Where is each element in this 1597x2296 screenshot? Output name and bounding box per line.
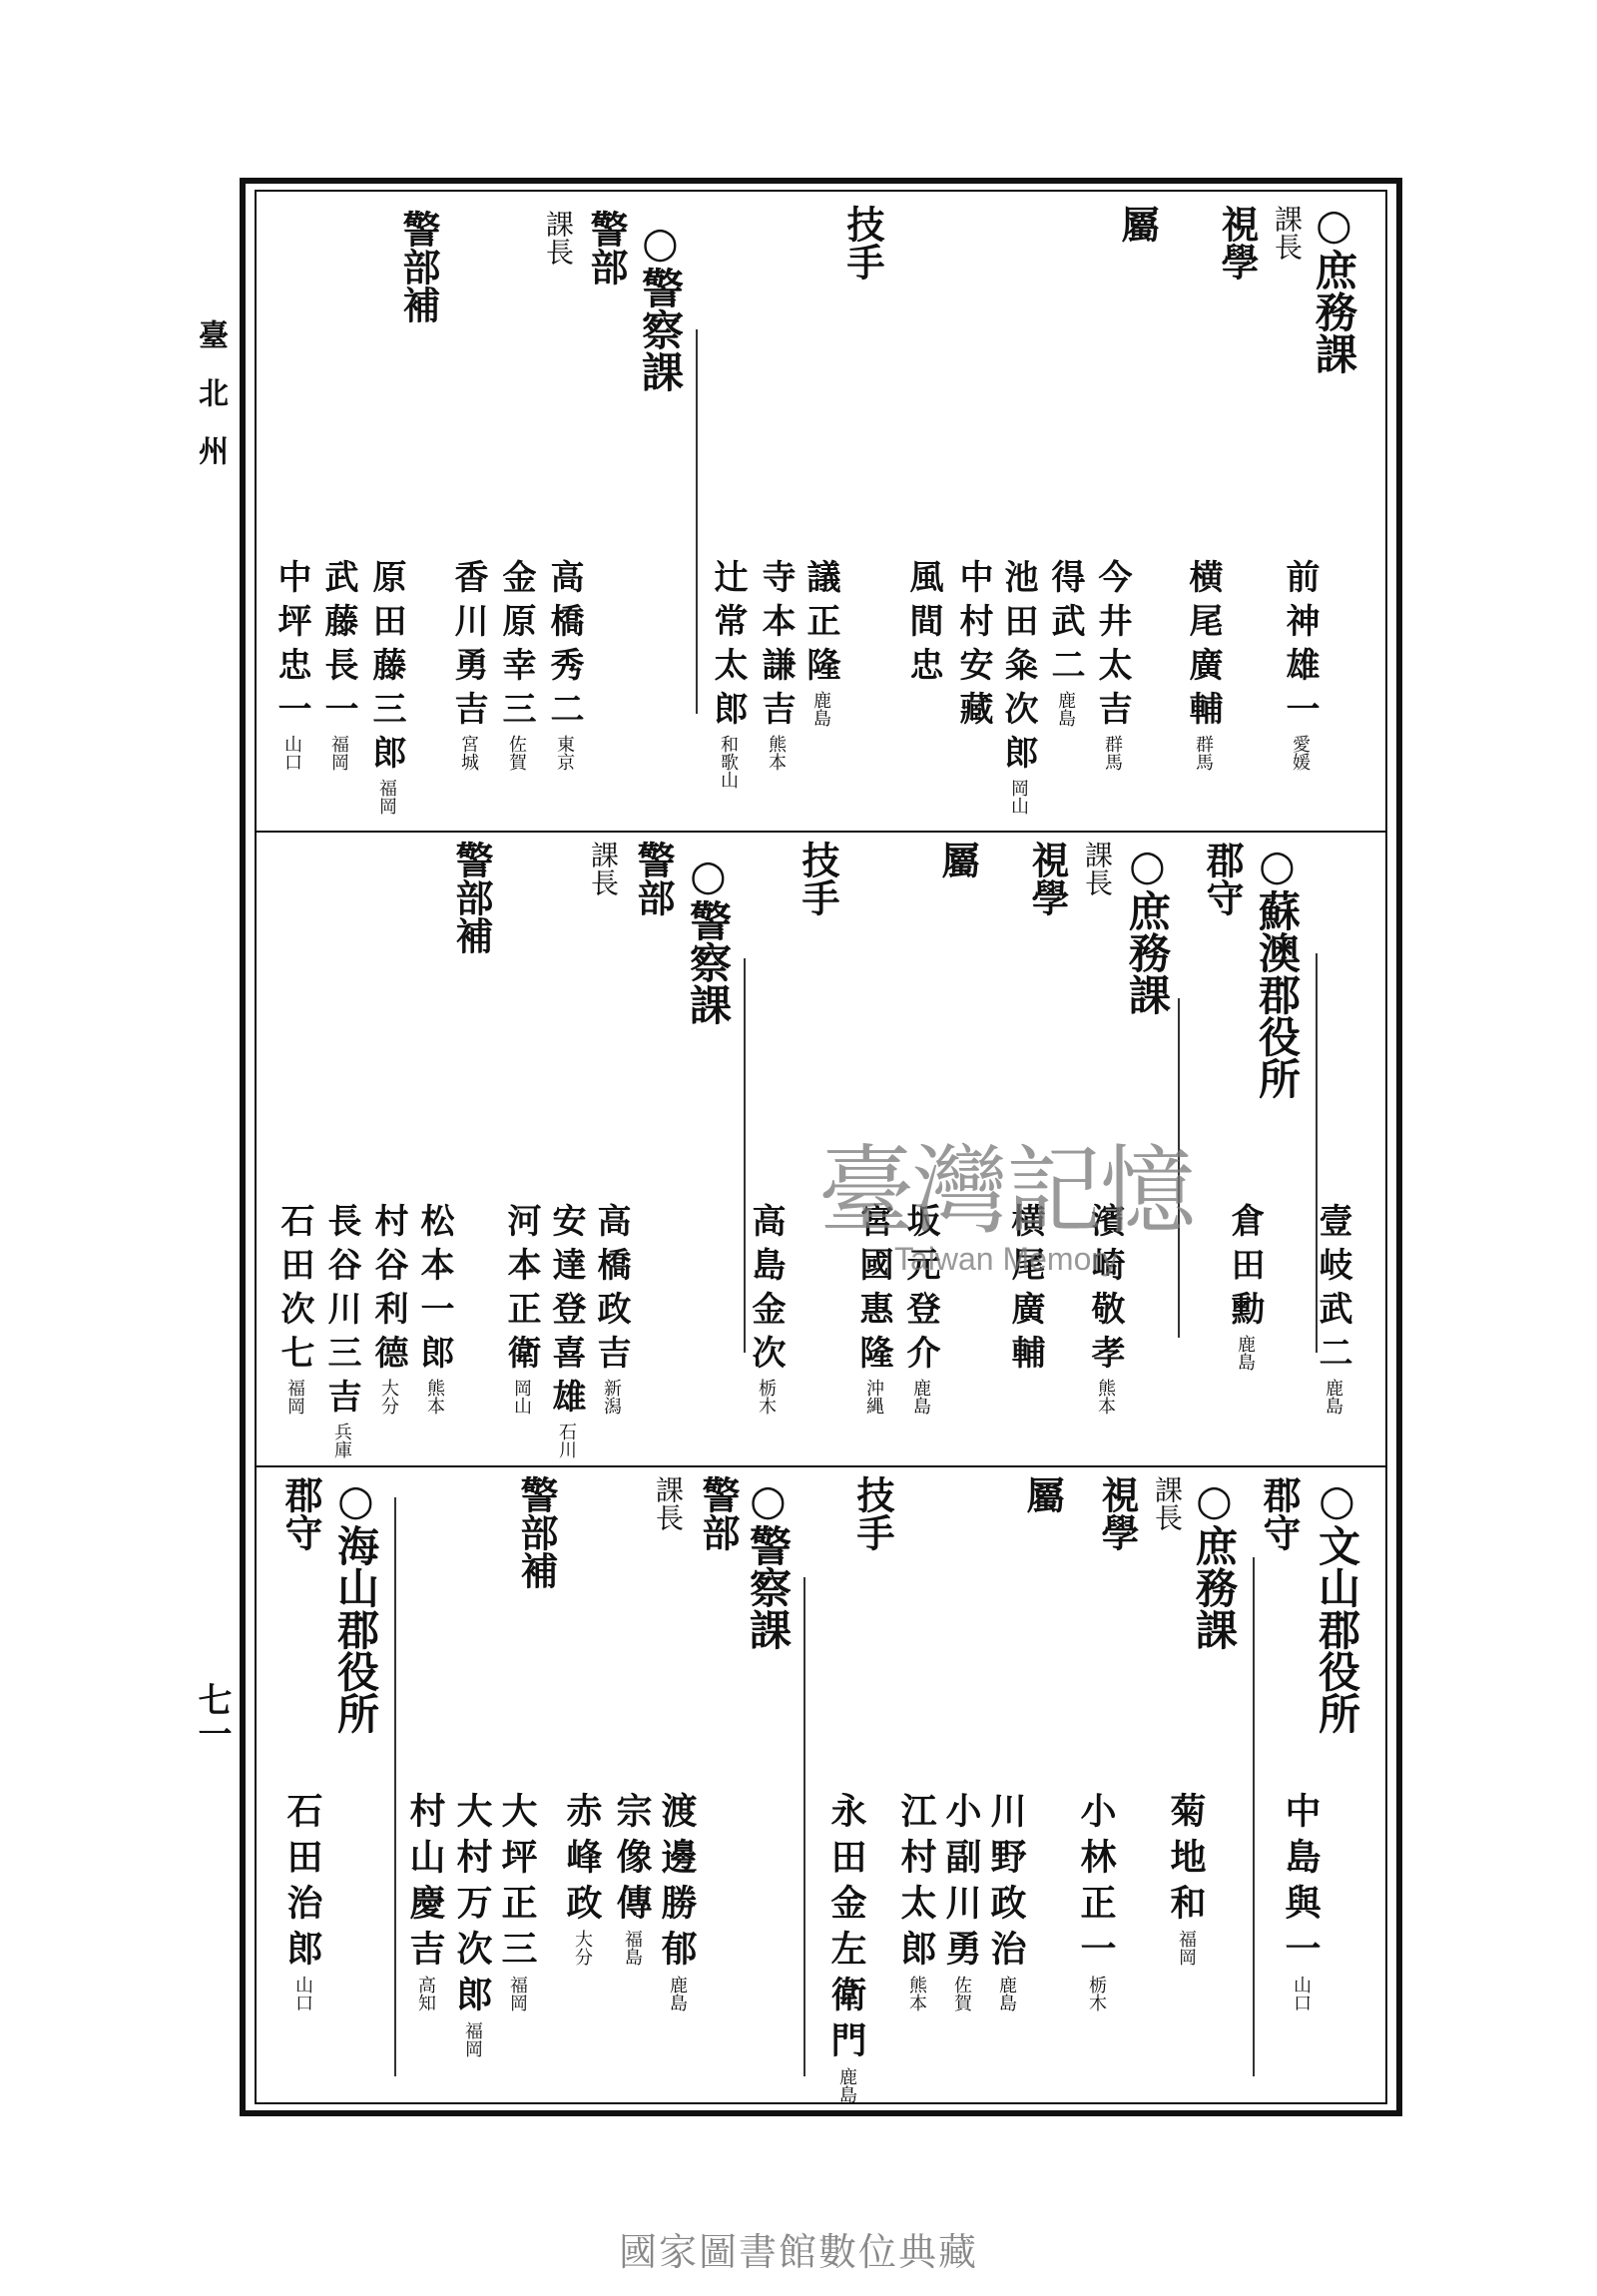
- staff-name: 原田藤三郎: [366, 559, 406, 779]
- staff-origin: 福岡: [376, 779, 397, 815]
- section2-kacho2-label: 課長: [587, 841, 620, 896]
- staff-entry: [1092, 559, 1132, 771]
- staff-name: 横尾廣輔: [1183, 559, 1223, 735]
- staff-origin: 山口: [281, 735, 302, 771]
- staff-name: 渡邊勝郁: [656, 1792, 698, 1976]
- section3-kacho2-label: 課長: [652, 1475, 685, 1531]
- staff-origin: 鹿島: [1323, 1379, 1343, 1415]
- running-title: 臺北州: [193, 319, 228, 493]
- staff-name: 石田治郎: [281, 1792, 323, 1976]
- staff-name: 長谷川三吉: [321, 1203, 361, 1423]
- staff-origin: 佐賀: [506, 735, 527, 771]
- staff-name: 安達登喜雄: [546, 1203, 586, 1423]
- staff-name: 武藤長一: [318, 559, 358, 735]
- staff-name: 小副川勇: [940, 1792, 982, 1976]
- section2-shomu-title: ○庶務課: [1123, 841, 1172, 1015]
- staff-entry: [366, 559, 406, 815]
- staff-name: 高橋政吉: [591, 1203, 631, 1379]
- section1-title: ○庶務課: [1310, 200, 1358, 374]
- staff-name: 前神雄一: [1280, 559, 1320, 735]
- staff-entry: [940, 1792, 982, 2011]
- staff-entry: [404, 1792, 446, 2011]
- section2-keibu-label: 警部: [631, 841, 676, 916]
- section3-shomu-title: ○庶務課: [1190, 1475, 1239, 1650]
- staff-entry: [501, 1203, 541, 1415]
- staff-entry: [274, 1203, 314, 1415]
- staff-entry: [1183, 559, 1223, 771]
- section1-shigaku-label: 視學: [1215, 205, 1260, 281]
- staff-origin: 大分: [572, 1930, 593, 1966]
- staff-origin: 熊本: [1095, 1379, 1116, 1415]
- staff-entry: [318, 559, 358, 771]
- section2-zoku-label: 屬: [935, 841, 980, 878]
- staff-name: 江村太郎: [895, 1792, 937, 1976]
- section2-gunshu-label: 郡守: [1200, 841, 1245, 916]
- section1-keibu-kacho-1: 警部: [584, 210, 629, 286]
- staff-name: 濱崎敬孝: [1085, 1203, 1125, 1379]
- staff-name: 川野政治: [985, 1792, 1027, 1976]
- staff-entry: [321, 1203, 361, 1458]
- section3-kacho-label: 課長: [1151, 1475, 1184, 1531]
- staff-origin: 佐賀: [951, 1976, 972, 2011]
- staff-entry: [985, 1792, 1027, 2011]
- staff-entry: [561, 1792, 603, 1966]
- staff-name: 村山慶吉: [404, 1792, 446, 1976]
- staff-name: 中島與一: [1280, 1792, 1322, 1976]
- section3-gunshu2-label: 郡守: [278, 1475, 323, 1551]
- staff-entry: [611, 1792, 653, 1966]
- staff-name: 河本正衛: [501, 1203, 541, 1379]
- staff-name: 松本一郎: [414, 1203, 454, 1379]
- staff-name: 村谷利德: [368, 1203, 408, 1379]
- staff-entry: [895, 1792, 937, 2011]
- staff-entry: [414, 1203, 454, 1415]
- staff-origin: 鹿島: [810, 691, 831, 727]
- staff-name: 香川勇吉: [448, 559, 488, 735]
- staff-origin: 鹿島: [836, 2067, 857, 2103]
- staff-origin: 岡山: [511, 1379, 532, 1415]
- staff-name: 壹岐武二: [1313, 1203, 1352, 1379]
- staff-entry: [1313, 1203, 1352, 1415]
- staff-origin: 兵庫: [331, 1423, 352, 1458]
- staff-origin: 愛媛: [1290, 735, 1311, 771]
- staff-entry: [496, 559, 536, 771]
- staff-entry: [1280, 1792, 1322, 2011]
- staff-name: 大坪正三: [496, 1792, 538, 1976]
- staff-origin: 東京: [554, 735, 575, 771]
- staff-name: 中坪忠一: [271, 559, 311, 735]
- footer-credit: 國家圖書館數位典藏: [618, 2230, 978, 2274]
- staff-name: 横尾廣輔: [1005, 1203, 1045, 1379]
- staff-origin: 鹿島: [910, 1379, 931, 1415]
- staff-entry: [546, 1203, 586, 1458]
- staff-entry: [756, 559, 796, 771]
- staff-name: 金原幸三: [496, 559, 536, 735]
- staff-origin: 福岡: [462, 2021, 483, 2057]
- staff-origin: 福岡: [284, 1379, 305, 1415]
- section1-bracket-line: [696, 329, 698, 714]
- staff-entry: [825, 1792, 867, 2103]
- staff-origin: 熊本: [766, 735, 787, 771]
- staff-name: 高橋秀二: [544, 559, 584, 735]
- row-divider-1: [255, 831, 1387, 833]
- section3-gishu-label: 技手: [850, 1475, 895, 1551]
- section3-keibuho-label: 警部補: [514, 1475, 559, 1589]
- staff-origin: 栃木: [756, 1379, 777, 1415]
- section1-keibuho-label: 警部補: [396, 210, 441, 323]
- section2-shigaku-label: 視學: [1025, 841, 1070, 916]
- section2-kacho-label: 課長: [1081, 841, 1114, 896]
- section3-office2-title: ○海山郡役所: [331, 1475, 380, 1734]
- staff-entry: [708, 559, 748, 789]
- staff-origin: 福岡: [1176, 1930, 1197, 1966]
- staff-name: 寺本謙吉: [756, 559, 796, 735]
- row-divider-2: [255, 1465, 1387, 1467]
- staff-origin: 和歌山: [718, 735, 739, 789]
- staff-name: 得武二: [1045, 559, 1085, 691]
- staff-origin: 福岡: [507, 1976, 528, 2011]
- staff-entry: [1225, 1203, 1265, 1371]
- staff-entry: [451, 1792, 493, 2057]
- staff-entry: [281, 1792, 323, 2011]
- section3-gunshu1-label: 郡守: [1257, 1475, 1302, 1551]
- staff-origin: 沖縄: [863, 1379, 884, 1415]
- staff-name: 池田粂次郎: [998, 559, 1038, 779]
- staff-origin: 山口: [1291, 1976, 1312, 2011]
- staff-name: 永田金左衛門: [825, 1792, 867, 2067]
- staff-name: 宮國惠隆: [853, 1203, 893, 1379]
- staff-entry: [1280, 559, 1320, 771]
- staff-origin: 福岡: [328, 735, 349, 771]
- staff-name: 中村安藏: [953, 559, 993, 735]
- staff-entry: [448, 559, 488, 771]
- staff-origin: 石川: [556, 1423, 577, 1458]
- staff-origin: 新潟: [601, 1379, 622, 1415]
- staff-name: 菊地和: [1165, 1792, 1207, 1930]
- staff-origin: 鹿島: [996, 1976, 1017, 2011]
- watermark-chinese: 臺灣記憶: [818, 1135, 1194, 1247]
- section3-zoku-label: 屬: [1020, 1475, 1065, 1513]
- staff-name: 風間忠: [903, 559, 943, 691]
- section3-office1-title: ○文山郡役所: [1313, 1475, 1361, 1734]
- staff-entry: [591, 1203, 631, 1415]
- staff-origin: 群馬: [1102, 735, 1123, 771]
- section3-bracket-line-2: [803, 1577, 805, 2076]
- staff-origin: 福島: [622, 1930, 643, 1966]
- section3-bracket-line-3: [394, 1497, 396, 2076]
- staff-origin: 鹿島: [1235, 1335, 1256, 1371]
- staff-name: 坂元登介: [900, 1203, 940, 1379]
- staff-entry: [800, 559, 840, 727]
- staff-entry: [368, 1203, 408, 1415]
- staff-entry: [496, 1792, 538, 2011]
- section3-police-title: ○警察課: [744, 1475, 793, 1650]
- section1-kacho-label: 課長: [1271, 205, 1304, 261]
- staff-entry: [1045, 559, 1085, 727]
- watermark: [818, 1135, 1194, 1277]
- staff-name: 石田次七: [274, 1203, 314, 1379]
- staff-origin: 高知: [415, 1976, 436, 2011]
- staff-entry: [953, 559, 993, 735]
- section3-shigaku-label: 視學: [1095, 1475, 1140, 1551]
- section3-bracket-line-1: [1253, 1557, 1255, 2076]
- staff-origin: 群馬: [1193, 735, 1214, 771]
- staff-name: 倉田勳: [1225, 1203, 1265, 1335]
- staff-entry: [271, 559, 311, 771]
- section2-police-title: ○警察課: [684, 851, 733, 1025]
- staff-entry: [1075, 1792, 1117, 2011]
- staff-name: 宗像傳: [611, 1792, 653, 1930]
- staff-origin: 熊本: [424, 1379, 445, 1415]
- staff-origin: 栃木: [1086, 1976, 1107, 2011]
- staff-origin: 大分: [378, 1379, 399, 1415]
- staff-name: 高島金次: [746, 1203, 786, 1379]
- staff-name: 議正隆: [800, 559, 840, 691]
- section1-keibu-kacho-2: 課長: [542, 210, 575, 266]
- staff-entry: [656, 1792, 698, 2011]
- staff-name: 辻常太郎: [708, 559, 748, 735]
- staff-name: 赤峰政: [561, 1792, 603, 1930]
- section2-keibuho-label: 警部補: [449, 841, 494, 954]
- staff-origin: 宮城: [458, 735, 479, 771]
- staff-origin: 山口: [292, 1976, 313, 2011]
- staff-entry: [746, 1203, 786, 1415]
- section1-police-title: ○警察課: [636, 218, 685, 392]
- staff-entry: [544, 559, 584, 771]
- staff-origin: 鹿島: [667, 1976, 688, 2011]
- watermark-english: Taiwan Memory: [893, 1241, 1119, 1277]
- section1-zoku-label: 屬: [1115, 205, 1160, 243]
- staff-origin: 熊本: [906, 1976, 927, 2011]
- staff-name: 大村万次郎: [451, 1792, 493, 2021]
- staff-name: 今井太吉: [1092, 559, 1132, 735]
- section2-gishu-label: 技手: [796, 841, 840, 916]
- section1-gishu-label: 技手: [840, 205, 885, 281]
- staff-origin: 鹿島: [1055, 691, 1076, 727]
- staff-entry: [998, 559, 1038, 815]
- page-number: 七一: [192, 1682, 232, 1750]
- staff-entry: [903, 559, 943, 691]
- section3-keibu-label: 警部: [696, 1475, 741, 1551]
- staff-origin: 岡山: [1008, 779, 1029, 815]
- staff-name: 小林正一: [1075, 1792, 1117, 1976]
- staff-entry: [1165, 1792, 1207, 1966]
- section2-office-title: ○蘇澳郡役所: [1253, 841, 1302, 1099]
